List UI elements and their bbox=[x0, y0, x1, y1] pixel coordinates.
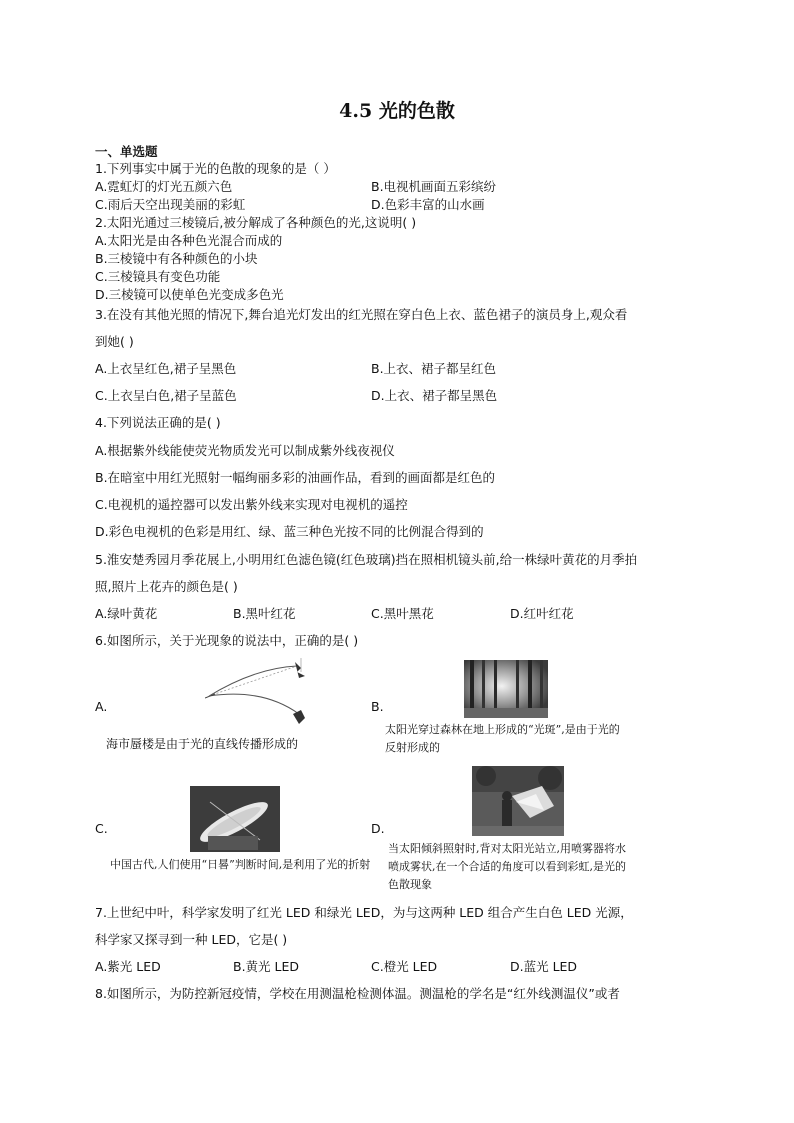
q3-stem-line1: 3.在没有其他光照的情况下,舞台追光灯发出的红光照在穿白色上衣、蓝色裙子的演员身上,观众看 bbox=[95, 307, 628, 322]
mirage-diagram bbox=[205, 658, 325, 728]
page-title: 4.5 光的色散 bbox=[339, 100, 455, 122]
q2-option-d: D.三棱镜可以使单色光变成多色光 bbox=[95, 287, 284, 302]
q8-stem-line1: 8.如图所示，为防控新冠疫情，学校在用测温枪检测体温。测温枪的学名是“红外线测温仪”或者 bbox=[95, 986, 620, 1001]
section-heading: 一、单选题 bbox=[95, 144, 158, 159]
q2-option-a: A.太阳光是由各种色光混合而成的 bbox=[95, 233, 283, 248]
q7-stem-line2: 科学家又探寻到一种 LED，它是( ) bbox=[95, 932, 288, 947]
q4-option-b: B.在暗室中用红光照射一幅绚丽多彩的油画作品，看到的画面都是红色的 bbox=[95, 470, 496, 485]
q2-stem: 2.太阳光通过三棱镜后,被分解成了各种颜色的光,这说明( ) bbox=[95, 215, 417, 230]
q6-option-d-caption-line1: 当太阳倾斜照射时,背对太阳光站立,用喷雾器将水 bbox=[388, 842, 626, 855]
forest-sunlight-photo bbox=[464, 660, 548, 718]
q6-option-c-caption: 中国古代,人们使用“日晷”判断时间,是利用了光的折射 bbox=[110, 858, 371, 871]
q1-option-d: D.色彩丰富的山水画 bbox=[371, 197, 485, 212]
q4-option-a: A.根据紫外线能使荧光物质发光可以制成紫外线夜视仪 bbox=[95, 443, 395, 458]
rainbow-spray-photo bbox=[472, 766, 564, 836]
q6-option-b-caption-line1: 太阳光穿过森林在地上形成的“光斑”,是由于光的 bbox=[385, 723, 620, 736]
q5-option-a: A.绿叶黄花 bbox=[95, 606, 158, 621]
q1-option-c: C.雨后天空出现美丽的彩虹 bbox=[95, 197, 246, 212]
q6-option-d-caption-line2: 喷成雾状,在一个合适的角度可以看到彩虹,是光的 bbox=[388, 860, 626, 873]
q2-option-c: C.三棱镜具有变色功能 bbox=[95, 269, 221, 284]
q4-option-c: C.电视机的遥控器可以发出紫外线来实现对电视机的遥控 bbox=[95, 497, 408, 512]
q6-option-d-caption-line3: 色散现象 bbox=[388, 878, 432, 891]
q2-option-b: B.三棱镜中有各种颜色的小块 bbox=[95, 251, 258, 266]
q5-option-b: B.黑叶红花 bbox=[233, 606, 296, 621]
q6-option-b-label: B. bbox=[371, 699, 384, 714]
q3-stem-line2: 到她( ) bbox=[95, 334, 134, 349]
q3-option-c: C.上衣呈白色,裙子呈蓝色 bbox=[95, 388, 237, 403]
q6-stem: 6.如图所示，关于光现象的说法中，正确的是( ) bbox=[95, 633, 359, 648]
q1-stem: 1.下列事实中属于光的色散的现象的是（ ） bbox=[95, 161, 336, 176]
q3-option-a: A.上衣呈红色,裙子呈黑色 bbox=[95, 361, 237, 376]
sundial-photo bbox=[190, 786, 280, 852]
q5-option-c: C.黑叶黑花 bbox=[371, 606, 434, 621]
q6-option-a-caption: 海市蜃楼是由于光的直线传播形成的 bbox=[106, 737, 299, 751]
q5-option-d: D.红叶红花 bbox=[510, 606, 574, 621]
q4-option-d: D.彩色电视机的色彩是用红、绿、蓝三种色光按不同的比例混合得到的 bbox=[95, 524, 484, 539]
q1-option-b: B.电视机画面五彩缤纷 bbox=[371, 179, 497, 194]
q3-option-d: D.上衣、裙子都呈黑色 bbox=[371, 388, 498, 403]
q6-option-d-label: D. bbox=[371, 821, 385, 836]
q7-option-c: C.橙光 LED bbox=[371, 959, 438, 974]
q7-option-b: B.黄光 LED bbox=[233, 959, 300, 974]
q1-option-a: A.霓虹灯的灯光五颜六色 bbox=[95, 179, 233, 194]
q7-option-a: A.紫光 LED bbox=[95, 959, 161, 974]
q6-option-c-label: C. bbox=[95, 821, 108, 836]
q6-option-a-label: A. bbox=[95, 699, 108, 714]
q5-stem-line2: 照,照片上花卉的颜色是( ) bbox=[95, 579, 238, 594]
q7-option-d: D.蓝光 LED bbox=[510, 959, 578, 974]
q7-stem-line1: 7.上世纪中叶，科学家发明了红光 LED 和绿光 LED，为与这两种 LED 组合产生白色 LED 光源， bbox=[95, 905, 633, 920]
q6-option-b-caption-line2: 反射形成的 bbox=[385, 741, 440, 754]
q3-option-b: B.上衣、裙子都呈红色 bbox=[371, 361, 497, 376]
q5-stem-line1: 5.淮安楚秀园月季花展上,小明用红色滤色镜(红色玻璃)挡在照相机镜头前,给一株绿叶黄花的月季拍 bbox=[95, 552, 638, 567]
q4-stem: 4.下列说法正确的是( ) bbox=[95, 415, 221, 430]
